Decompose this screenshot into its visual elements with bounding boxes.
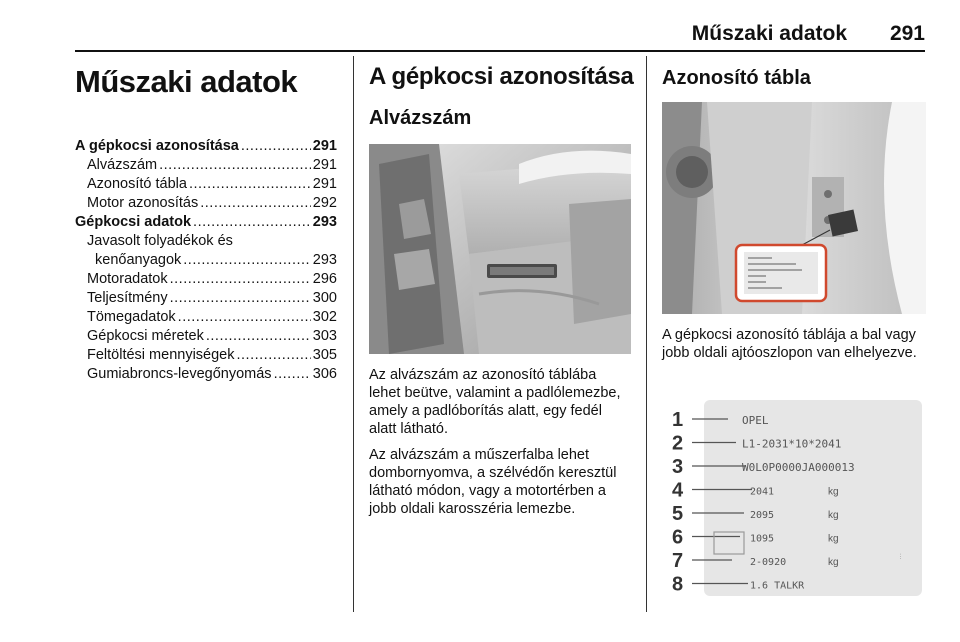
callout-number: 2 (672, 432, 684, 455)
section-heading: A gépkocsi azonosítása (369, 63, 634, 90)
id-plate-location-photo (662, 102, 926, 314)
toc-entry[interactable] (75, 213, 337, 232)
toc-entry-label: kenőanyagok (95, 252, 182, 268)
toc-entry-page: 300 (312, 290, 337, 306)
toc-leader-dots (193, 213, 311, 232)
callout-number: 6 (672, 526, 684, 549)
toc-entry-page: 291 (312, 157, 337, 173)
toc-entry-label: Gumiabroncs-levegőnyomás (87, 366, 272, 382)
id-plate-detail-drawing (662, 388, 924, 610)
callout-number: 4 (672, 479, 684, 502)
toc-entry[interactable] (75, 270, 337, 289)
toc-entry-label: Alvázszám (87, 157, 158, 173)
toc-leader-dots (189, 175, 311, 194)
plate-text-line: 1.6 TALKR (750, 580, 805, 592)
page-number: 291 (889, 22, 925, 45)
toc-entry-label: Teljesítmény (87, 290, 168, 306)
toc-leader-dots (178, 308, 311, 327)
toc-entry[interactable] (75, 194, 337, 213)
toc-entry-page: 291 (312, 176, 337, 192)
door-pillar-illustration (662, 102, 926, 314)
id-plate-heading: Azonosító tábla (662, 67, 811, 89)
toc-entry-label: Gépkocsi méretek (87, 328, 204, 344)
column-divider-left (353, 56, 354, 612)
running-header-title: Műszaki adatok (691, 22, 847, 45)
toc-leader-dots (241, 137, 311, 156)
vin-paragraph-1: Az alvázszám az azonosító táblába lehet beütve, valamint a padlólemezbe, amely a padlóborítás alatt, egy fedél alatt látható. (369, 367, 621, 437)
toc-leader-dots (183, 251, 311, 270)
toc-leader-dots (200, 194, 311, 213)
plate-unit-label: kg (828, 533, 839, 545)
callout-number: 3 (672, 456, 684, 478)
plate-text-line: 2041 (750, 486, 775, 498)
toc-entry-label: Azonosító tábla (87, 176, 187, 192)
column-divider-right (646, 56, 647, 612)
plate-text-line: L1-2031*10*2041 (742, 437, 842, 451)
toc-entry-label: Gépkocsi adatok (75, 214, 192, 230)
vin-subheading: Alvázszám (369, 107, 472, 129)
toc-entry-label: Tömegadatok (87, 309, 176, 325)
toc-entry-page: 306 (312, 366, 337, 382)
toc-leader-dots (170, 289, 311, 308)
vehicle-identification-column (369, 60, 634, 518)
plate-text-line: 2-0920 (750, 557, 787, 568)
toc-entry-label: Motoradatok (87, 271, 168, 287)
toc-entry[interactable] (75, 308, 337, 327)
toc-entry[interactable] (75, 289, 337, 308)
callout-number: 5 (672, 503, 684, 525)
toc-entry[interactable] (75, 251, 337, 270)
plate-text-line: 1095 (750, 533, 775, 545)
toc-entry-page: 293 (312, 214, 337, 230)
vin-location-photo (369, 144, 631, 354)
toc-entry[interactable] (75, 175, 337, 194)
callout-number: 1 (672, 409, 684, 431)
plate-text-line: OPEL (742, 414, 769, 427)
toc-list (75, 137, 337, 384)
identification-plate-column (662, 64, 926, 610)
toc-entry-label: A gépkocsi azonosítása (75, 138, 239, 154)
vin-floor-illustration (369, 144, 631, 354)
toc-entry-page: 293 (312, 252, 337, 268)
plate-text-line: 2095 (750, 510, 775, 521)
plate-unit-label: kg (828, 486, 839, 498)
toc-entry[interactable] (75, 137, 337, 156)
callout-number: 7 (672, 550, 684, 572)
toc-entry-label: Javasolt folyadékok és (87, 233, 233, 249)
plate-unit-label: kg (828, 510, 839, 521)
toc-entry-page: 303 (312, 328, 337, 344)
plate-unit-label: kg (828, 557, 839, 568)
plate-text-line: W0L0P0000JA000013 (742, 461, 855, 474)
chapter-toc (75, 60, 337, 384)
callout-number: 8 (672, 573, 684, 596)
toc-entry-page: 305 (312, 347, 337, 363)
toc-entry-label: Motor azonosítás (87, 195, 199, 211)
toc-leader-dots (274, 365, 311, 384)
toc-entry[interactable] (75, 346, 337, 365)
header-rule (75, 50, 925, 52)
toc-leader-dots (206, 327, 311, 346)
toc-leader-dots (170, 270, 311, 289)
id-plate-paragraph: A gépkocsi azonosító táblája a bal vagy jobb oldali ajtóoszlopon van elhelyezve. (662, 327, 917, 361)
chapter-title: Műszaki adatok (75, 64, 298, 99)
toc-leader-dots (237, 346, 311, 365)
toc-entry[interactable] (75, 327, 337, 346)
vin-paragraph-2: Az alvázszám a műszerfalba lehet dombornyomva, a szélvédőn keresztül látható módon, vagy a motortérben a jobb oldali karosszéria lemezbe. (369, 447, 617, 517)
toc-entry-page: 296 (312, 271, 337, 287)
svg-text:...: ... (898, 553, 907, 560)
toc-entry-page: 291 (312, 138, 337, 154)
toc-entry-page: 302 (312, 309, 337, 325)
toc-entry-page: 292 (312, 195, 337, 211)
toc-entry[interactable] (75, 365, 337, 384)
toc-entry-label: Feltöltési mennyiségek (87, 347, 235, 363)
toc-entry[interactable] (75, 156, 337, 175)
running-header (75, 22, 925, 50)
toc-entry[interactable] (75, 232, 337, 251)
id-plate-diagram (662, 388, 924, 610)
toc-leader-dots (159, 156, 311, 175)
